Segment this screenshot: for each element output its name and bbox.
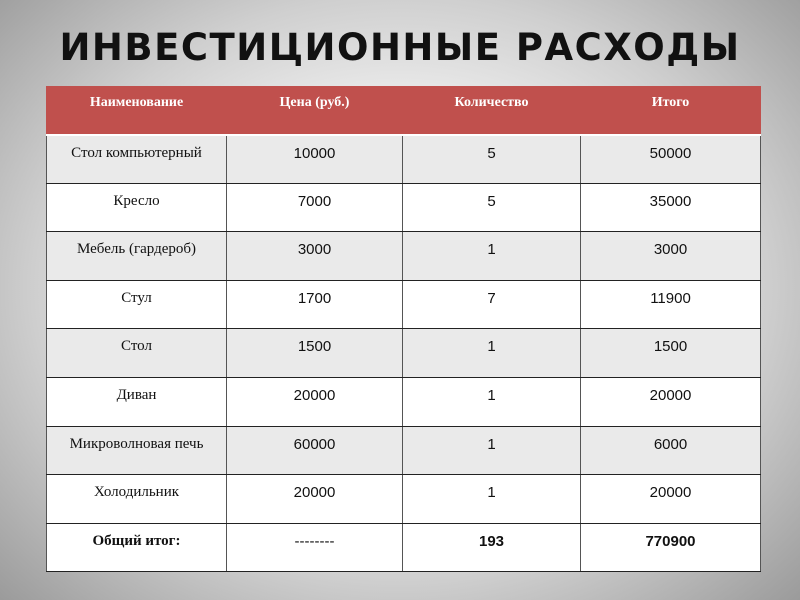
item-quantity-cell: 1 <box>403 426 581 475</box>
item-quantity-cell: 1 <box>403 377 581 426</box>
summary-total-cell: 770900 <box>581 523 761 572</box>
item-name-cell: Холодильник <box>47 475 227 524</box>
table-row <box>47 475 761 524</box>
table-row <box>47 377 761 426</box>
item-price-cell: 10000 <box>227 135 403 184</box>
column-header-quantity: Количество <box>403 87 581 135</box>
summary-row <box>47 523 761 572</box>
page-title: ИНВЕСТИЦИОННЫЕ РАСХОДЫ <box>59 26 741 69</box>
item-total-cell: 35000 <box>581 183 761 232</box>
item-name-cell: Стул <box>47 280 227 329</box>
item-price-cell: 60000 <box>227 426 403 475</box>
item-total-cell: 11900 <box>581 280 761 329</box>
item-price-cell: 20000 <box>227 475 403 524</box>
item-quantity-cell: 7 <box>403 280 581 329</box>
column-header-total: Итого <box>581 87 761 135</box>
table-header-row <box>47 87 761 135</box>
item-quantity-cell: 5 <box>403 135 581 184</box>
column-header-price: Цена (руб.) <box>227 87 403 135</box>
item-name-cell: Мебель (гардероб) <box>47 232 227 281</box>
item-quantity-cell: 1 <box>403 475 581 524</box>
item-name-cell: Стол компьютерный <box>47 135 227 184</box>
item-total-cell: 6000 <box>581 426 761 475</box>
item-name-cell: Диван <box>47 377 227 426</box>
summary-label: Общий итог: <box>47 523 227 572</box>
item-price-cell: 3000 <box>227 232 403 281</box>
item-total-cell: 20000 <box>581 475 761 524</box>
item-total-cell: 50000 <box>581 135 761 184</box>
item-quantity-cell: 5 <box>403 183 581 232</box>
table-row <box>47 135 761 184</box>
table-row <box>47 280 761 329</box>
item-quantity-cell: 1 <box>403 232 581 281</box>
column-header-name: Наименование <box>47 87 227 135</box>
item-name-cell: Стол <box>47 329 227 378</box>
item-total-cell: 20000 <box>581 377 761 426</box>
item-total-cell: 3000 <box>581 232 761 281</box>
item-price-cell: 20000 <box>227 377 403 426</box>
item-price-cell: 1700 <box>227 280 403 329</box>
item-price-cell: 1500 <box>227 329 403 378</box>
summary-price-cell: -------- <box>227 523 403 572</box>
item-name-cell: Микроволновая печь <box>47 426 227 475</box>
table-row <box>47 426 761 475</box>
summary-quantity-cell: 193 <box>403 523 581 572</box>
item-total-cell: 1500 <box>581 329 761 378</box>
table-row <box>47 183 761 232</box>
item-quantity-cell: 1 <box>403 329 581 378</box>
table-row <box>47 329 761 378</box>
item-name-cell: Кресло <box>47 183 227 232</box>
expenses-table <box>46 86 761 572</box>
item-price-cell: 7000 <box>227 183 403 232</box>
table-row <box>47 232 761 281</box>
